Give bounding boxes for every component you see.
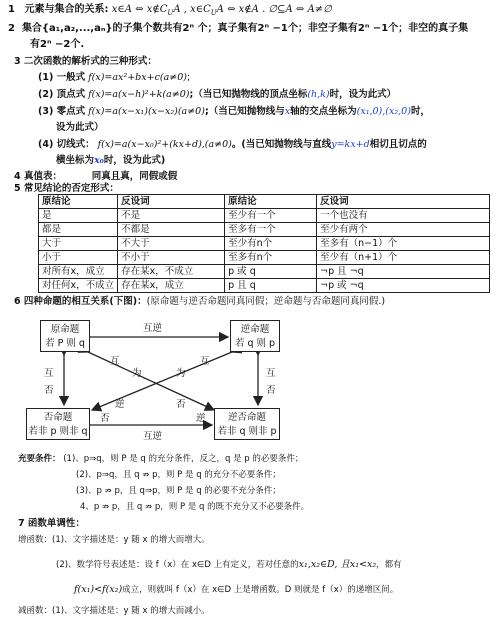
- section-5-title: 5 常见结论的否定形式：: [14, 183, 119, 194]
- table-row: 都是 不都是 至多有一个 至少有两个: [39, 223, 490, 237]
- suff-line-4: 4、p ⇏ p，且 q ⇏ p，则 P 是 q 的既不充分又不必要条件。: [80, 502, 310, 512]
- suff-line-2: (2)、p⇒q，且 q ⇏ p，则 P 是 q 的充分不必要条件；: [76, 470, 281, 480]
- table-row: 对任何x，不成立 存在某x，成立 p 且 q ¬p 或 ¬q: [39, 279, 490, 293]
- converse-proposition-box: 逆命题 若 q 则 p: [230, 320, 280, 352]
- label-diag-3: 逆: [115, 399, 125, 410]
- section-7-title: 7 函数单调性：: [18, 518, 85, 529]
- line-2b: 有2ⁿ −2个.: [30, 39, 85, 50]
- form-vertex: (2) 顶点式 f(x)=a(x−h)²+k(a≠0);（当已知抛物线的顶点坐标(h,k)时，设为此式）: [38, 89, 397, 100]
- form-tangent-2: 横坐标为x₀时，设为此式): [56, 155, 166, 166]
- line-1: 1 元素与集合的关系: x∈A ⇔ $x\notin C_UA$ , $x\in C_UA$ ⇔ x∉A . ∅⊆A ⇔ A≠∅: [8, 4, 332, 17]
- label-diag-6: 互: [200, 356, 210, 367]
- label-right-2: 否: [266, 385, 276, 396]
- table-row: 大于 不大于 至少有n个 至多有（n−1）个: [39, 237, 490, 251]
- increasing-line-3: f(x₁)<f(x₂)成立，则就叫 f（x）在 x∈D 上是增函数。D 则就是 f（x）的递增区间。: [74, 584, 399, 595]
- label-bottom-converse: 互逆: [143, 431, 163, 442]
- label-left-1: 互: [44, 368, 54, 379]
- table-row: 对所有x，成立 存在某x，不成立 p 或 q ¬p 且 ¬q: [39, 265, 490, 279]
- section-6: 6 四种命题的相互关系(下图)：(原命题与逆否命题同真同假；逆命题与否命题同真同假.): [14, 296, 386, 307]
- form-zero-2: 设为此式）: [56, 122, 104, 133]
- increasing-line-2: (2)、数学符号表述是：设 f（x）在 x∈D 上有定义，若对任意的x₁,x₂∈D, 且x₁<x₂，都有: [56, 559, 402, 570]
- label-diag-5: 为: [176, 368, 186, 379]
- label-diag-8: 逆: [196, 413, 206, 424]
- table-header-row: 原结论 反设词 原结论 反设词: [39, 195, 490, 209]
- label-right-1: 互: [266, 368, 276, 379]
- decreasing-line-1: 减函数：(1)、文字描述是：y 随 x 的增大而减小。: [18, 606, 210, 616]
- label-diag-2: 为: [132, 368, 142, 379]
- form-tangent: (4) 切线式： f(x)=a(x−x₀)²+(kx+d),(a≠0)。(当已知抛物线与直线y=kx+d相切且切点的: [38, 139, 427, 150]
- table-row: 小于 不小于 至多有n个 至少有（n+1）个: [39, 251, 490, 265]
- label-diag-7: 否: [176, 399, 186, 410]
- suff-line-1: 充要条件： (1)、p⇒q，则 P 是 q 的充分条件，反之，q 是 p 的必要条件；: [18, 454, 304, 464]
- label-top-converse: 互逆: [143, 323, 163, 334]
- line-2: 2 集合{a₁,a₂,...,aₙ}的子集个数共有2ⁿ 个；真子集有2ⁿ −1个；非空子集有2ⁿ −1个；非空的真子集: [8, 23, 469, 34]
- table-row: 是 不是 至少有一个 一个也没有: [39, 209, 490, 223]
- contrapositive-proposition-box: 逆否命题 若非 q 则非 p: [214, 408, 280, 440]
- label-diag-4: 否: [100, 413, 110, 424]
- increasing-line-1: 增函数：(1)、文字描述是：y 随 x 的增大而增大。: [18, 535, 210, 545]
- form-general: (1) 一般式 f(x)=ax²+bx+c(a≠0);: [38, 72, 191, 83]
- original-proposition-box: 原命题 若 P 则 q: [40, 320, 90, 352]
- inverse-proposition-box: 否命题 若非 p 则非 q: [26, 408, 90, 440]
- formula-1: x∈A ⇔ $x\notin C_UA$ , $x\in C_UA$ ⇔ x∉A . ∅⊆A ⇔ A≠∅: [111, 4, 332, 17]
- label-diag-1: 互: [110, 356, 120, 367]
- suff-line-3: (3)、p ⇏ p，且 q⇒p，则 P 是 q 的必要不充分条件；: [76, 486, 281, 496]
- form-zero: (3) 零点式 f(x)=a(x−x₁)(x−x₂)(a≠0);（当已知抛物线与x轴的交点坐标为(x₁,0),(x₂,0)时，: [38, 106, 430, 117]
- section-3-title: 3 二次函数的解析式的三种形式：: [14, 56, 157, 67]
- section-4: 4 真值表： 同真且真，同假或假: [14, 171, 178, 182]
- label-left-2: 否: [44, 385, 54, 396]
